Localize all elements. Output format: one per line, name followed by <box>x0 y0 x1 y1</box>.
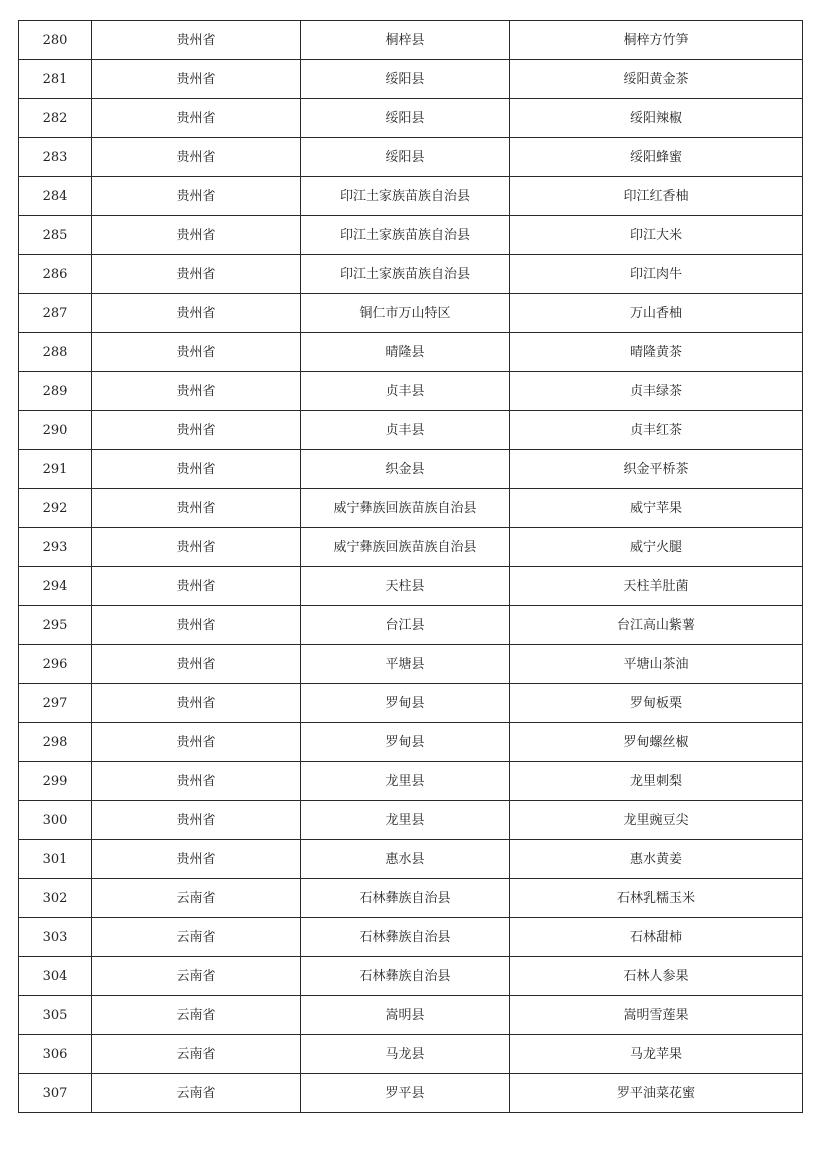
province-cell: 贵州省 <box>92 294 301 333</box>
row-number: 291 <box>19 450 92 489</box>
table-row <box>19 957 803 996</box>
county-cell: 织金县 <box>301 450 510 489</box>
province-cell: 贵州省 <box>92 840 301 879</box>
province-cell: 贵州省 <box>92 177 301 216</box>
product-cell: 印江红香柚 <box>510 177 803 216</box>
product-cell: 台江高山紫薯 <box>510 606 803 645</box>
province-cell: 贵州省 <box>92 372 301 411</box>
province-cell: 贵州省 <box>92 489 301 528</box>
row-number: 289 <box>19 372 92 411</box>
row-number: 296 <box>19 645 92 684</box>
province-cell: 云南省 <box>92 1035 301 1074</box>
province-cell: 贵州省 <box>92 645 301 684</box>
row-number: 295 <box>19 606 92 645</box>
product-cell: 印江肉牛 <box>510 255 803 294</box>
table-row <box>19 840 803 879</box>
province-cell: 贵州省 <box>92 450 301 489</box>
table-row <box>19 606 803 645</box>
product-cell: 贞丰绿茶 <box>510 372 803 411</box>
province-cell: 贵州省 <box>92 762 301 801</box>
product-cell: 天柱羊肚菌 <box>510 567 803 606</box>
county-cell: 绥阳县 <box>301 60 510 99</box>
table-row <box>19 996 803 1035</box>
province-cell: 贵州省 <box>92 684 301 723</box>
product-cell: 晴隆黄茶 <box>510 333 803 372</box>
county-cell: 印江土家族苗族自治县 <box>301 255 510 294</box>
county-cell: 罗甸县 <box>301 684 510 723</box>
county-cell: 绥阳县 <box>301 99 510 138</box>
table-row <box>19 489 803 528</box>
table-row <box>19 450 803 489</box>
county-cell: 龙里县 <box>301 801 510 840</box>
county-cell: 石林彝族自治县 <box>301 957 510 996</box>
product-cell: 石林乳糯玉米 <box>510 879 803 918</box>
product-cell: 绥阳辣椒 <box>510 99 803 138</box>
row-number: 290 <box>19 411 92 450</box>
row-number: 281 <box>19 60 92 99</box>
county-cell: 贞丰县 <box>301 372 510 411</box>
product-registry-table <box>18 20 803 1113</box>
product-cell: 龙里刺梨 <box>510 762 803 801</box>
table-row <box>19 762 803 801</box>
province-cell: 贵州省 <box>92 99 301 138</box>
county-cell: 平塘县 <box>301 645 510 684</box>
county-cell: 马龙县 <box>301 1035 510 1074</box>
row-number: 283 <box>19 138 92 177</box>
product-cell: 嵩明雪莲果 <box>510 996 803 1035</box>
product-cell: 威宁苹果 <box>510 489 803 528</box>
province-cell: 贵州省 <box>92 723 301 762</box>
county-cell: 威宁彝族回族苗族自治县 <box>301 528 510 567</box>
table-row <box>19 801 803 840</box>
table-row <box>19 333 803 372</box>
table-body <box>19 21 803 1113</box>
province-cell: 贵州省 <box>92 60 301 99</box>
product-cell: 贞丰红茶 <box>510 411 803 450</box>
row-number: 307 <box>19 1074 92 1113</box>
product-cell: 石林人参果 <box>510 957 803 996</box>
province-cell: 云南省 <box>92 879 301 918</box>
row-number: 303 <box>19 918 92 957</box>
product-cell: 马龙苹果 <box>510 1035 803 1074</box>
table-row <box>19 684 803 723</box>
province-cell: 贵州省 <box>92 216 301 255</box>
product-cell: 平塘山茶油 <box>510 645 803 684</box>
county-cell: 桐梓县 <box>301 21 510 60</box>
province-cell: 贵州省 <box>92 255 301 294</box>
county-cell: 铜仁市万山特区 <box>301 294 510 333</box>
county-cell: 晴隆县 <box>301 333 510 372</box>
county-cell: 台江县 <box>301 606 510 645</box>
table-row <box>19 372 803 411</box>
table-row <box>19 567 803 606</box>
row-number: 300 <box>19 801 92 840</box>
product-cell: 万山香柚 <box>510 294 803 333</box>
product-cell: 桐梓方竹笋 <box>510 21 803 60</box>
row-number: 298 <box>19 723 92 762</box>
row-number: 286 <box>19 255 92 294</box>
county-cell: 天柱县 <box>301 567 510 606</box>
table-row <box>19 138 803 177</box>
county-cell: 石林彝族自治县 <box>301 918 510 957</box>
table-row <box>19 1074 803 1113</box>
row-number: 284 <box>19 177 92 216</box>
county-cell: 罗甸县 <box>301 723 510 762</box>
province-cell: 贵州省 <box>92 138 301 177</box>
province-cell: 贵州省 <box>92 606 301 645</box>
county-cell: 贞丰县 <box>301 411 510 450</box>
row-number: 287 <box>19 294 92 333</box>
product-cell: 罗平油菜花蜜 <box>510 1074 803 1113</box>
county-cell: 罗平县 <box>301 1074 510 1113</box>
province-cell: 贵州省 <box>92 567 301 606</box>
row-number: 305 <box>19 996 92 1035</box>
row-number: 301 <box>19 840 92 879</box>
table-row <box>19 879 803 918</box>
table-row <box>19 411 803 450</box>
table-row <box>19 21 803 60</box>
table-row <box>19 918 803 957</box>
table-row <box>19 294 803 333</box>
table-row <box>19 177 803 216</box>
county-cell: 龙里县 <box>301 762 510 801</box>
product-cell: 印江大米 <box>510 216 803 255</box>
row-number: 304 <box>19 957 92 996</box>
table-row <box>19 645 803 684</box>
product-cell: 石林甜柿 <box>510 918 803 957</box>
province-cell: 贵州省 <box>92 411 301 450</box>
table-row <box>19 60 803 99</box>
row-number: 302 <box>19 879 92 918</box>
product-cell: 绥阳蜂蜜 <box>510 138 803 177</box>
province-cell: 云南省 <box>92 918 301 957</box>
product-cell: 威宁火腿 <box>510 528 803 567</box>
product-cell: 罗甸螺丝椒 <box>510 723 803 762</box>
product-cell: 惠水黄姜 <box>510 840 803 879</box>
county-cell: 嵩明县 <box>301 996 510 1035</box>
table-row <box>19 255 803 294</box>
row-number: 294 <box>19 567 92 606</box>
product-cell: 织金平桥茶 <box>510 450 803 489</box>
province-cell: 云南省 <box>92 996 301 1035</box>
province-cell: 云南省 <box>92 1074 301 1113</box>
row-number: 299 <box>19 762 92 801</box>
product-cell: 绥阳黄金茶 <box>510 60 803 99</box>
table-row <box>19 99 803 138</box>
province-cell: 贵州省 <box>92 801 301 840</box>
table-row <box>19 1035 803 1074</box>
row-number: 297 <box>19 684 92 723</box>
province-cell: 贵州省 <box>92 333 301 372</box>
province-cell: 贵州省 <box>92 21 301 60</box>
table-row <box>19 528 803 567</box>
county-cell: 绥阳县 <box>301 138 510 177</box>
product-cell: 罗甸板栗 <box>510 684 803 723</box>
row-number: 293 <box>19 528 92 567</box>
province-cell: 云南省 <box>92 957 301 996</box>
row-number: 288 <box>19 333 92 372</box>
province-cell: 贵州省 <box>92 528 301 567</box>
row-number: 285 <box>19 216 92 255</box>
row-number: 282 <box>19 99 92 138</box>
table-row <box>19 723 803 762</box>
county-cell: 石林彝族自治县 <box>301 879 510 918</box>
row-number: 306 <box>19 1035 92 1074</box>
county-cell: 印江土家族苗族自治县 <box>301 177 510 216</box>
county-cell: 印江土家族苗族自治县 <box>301 216 510 255</box>
product-cell: 龙里豌豆尖 <box>510 801 803 840</box>
county-cell: 威宁彝族回族苗族自治县 <box>301 489 510 528</box>
row-number: 280 <box>19 21 92 60</box>
row-number: 292 <box>19 489 92 528</box>
county-cell: 惠水县 <box>301 840 510 879</box>
table-row <box>19 216 803 255</box>
